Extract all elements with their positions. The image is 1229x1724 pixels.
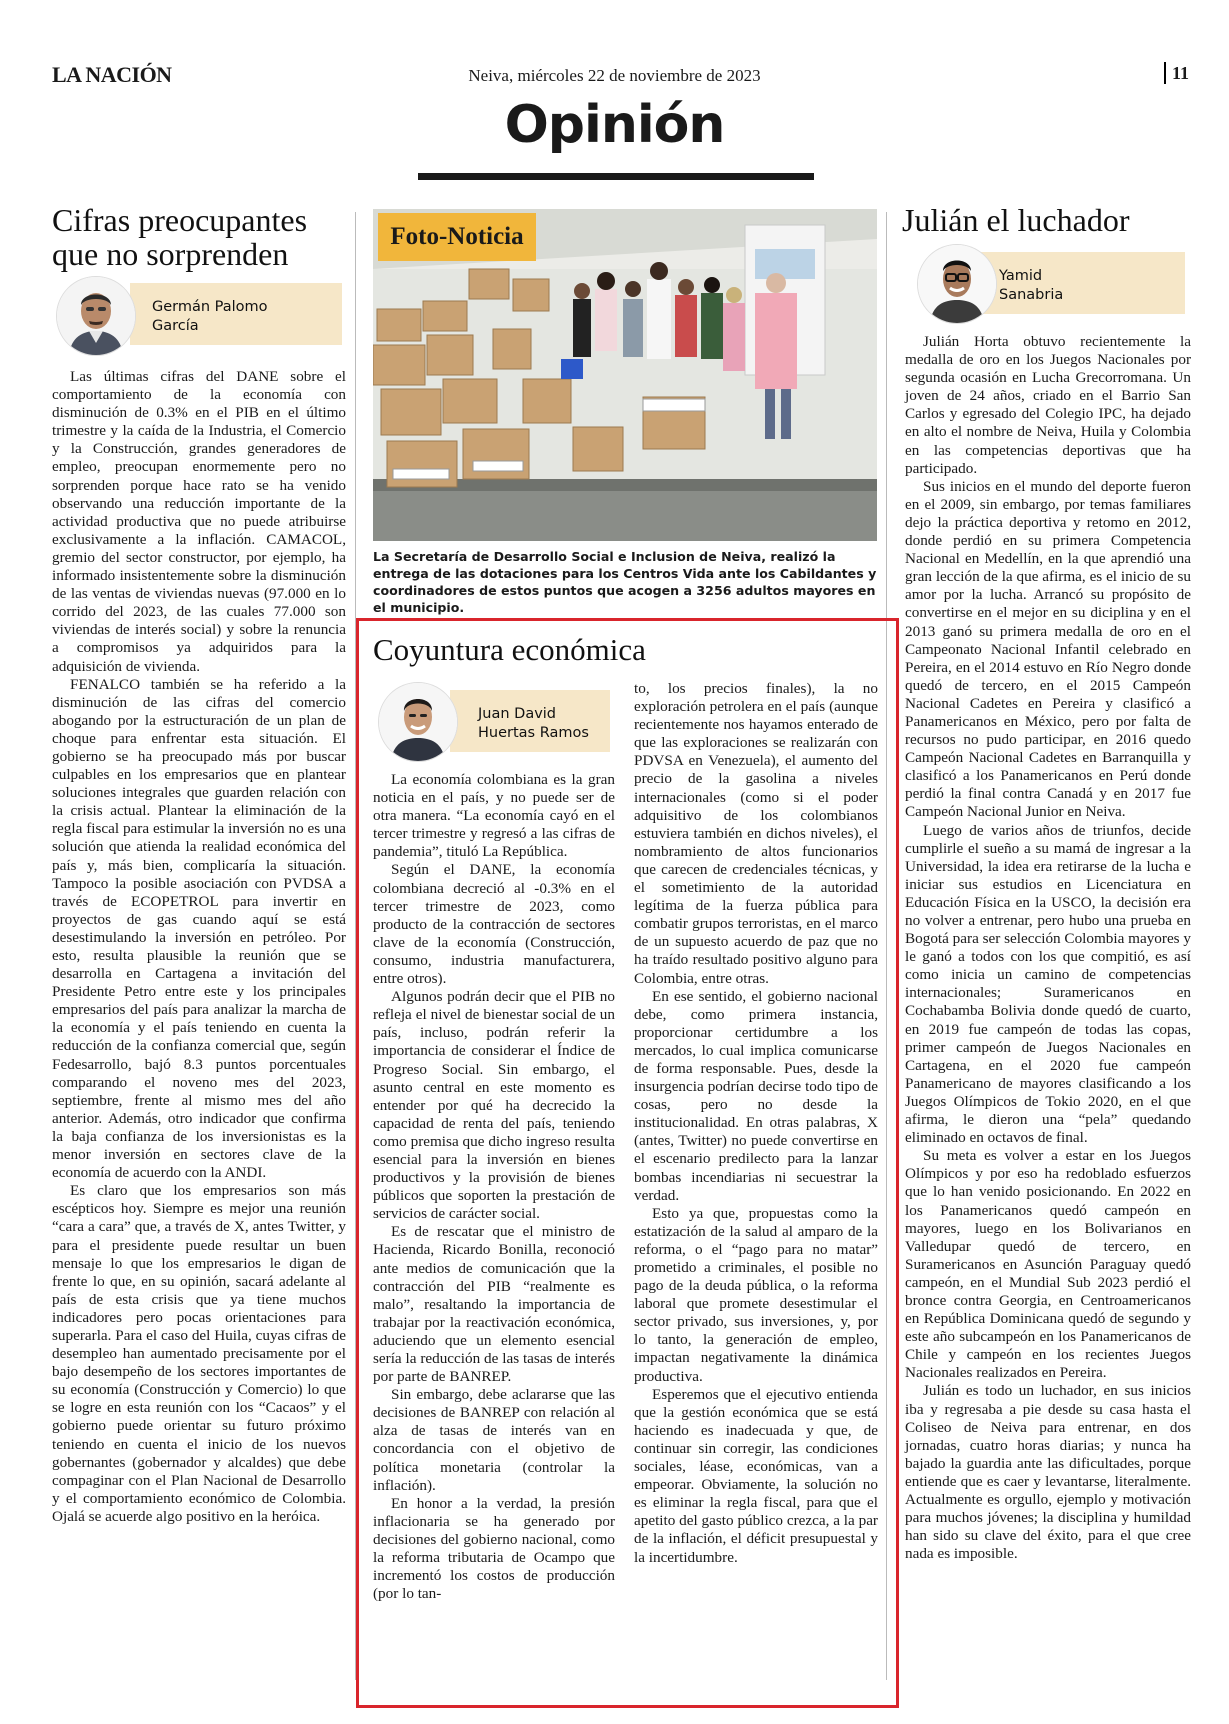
left-article-body bbox=[52, 368, 346, 1526]
center-paragraph: to, los precios finales), la no exploración petrolera en el país (aunque recientemente nos hayamos enterado de que las exploraciones se realizarán con PDVSA en Venezuela), el aumento del precio de la gasolina a niveles internacionales (como si el poder adquisitivo de los colombianos estuviera también en dichos niveles), el nombramiento de altos funcionarios que carecen de credenciales técnicas, y el sometimiento de la autoridad legítima de la fuerza pública para combatir grupos terroristas, en el marco de un supuesto acuerdo de paz que no ha traído resultado positivo alguno para Colombia, entre otras. bbox=[634, 680, 878, 987]
right-author-first: Yamid bbox=[999, 268, 1043, 284]
center-byline-box bbox=[450, 690, 610, 752]
left-paragraph: FENALCO también se ha referido a la disminución de las cifras del comercio abogando por la estructuración de un plan de choque para enfrentar esta situación. El gobierno se ha preocupado más por buscar culpables en los empresarios que en plantear soluciones integrales que guarden relación con la crisis actual. Plantear la eliminación de la regla fiscal para estimular la inversión no es una solución que atienda la realidad económica del país y, más bien, complicaría la situación. Tampoco la posible asociación con PVDSA a través de ECOPETROL para invertir en proyectos de gas cuando aquí se está desestimulando la inversión en petróleo. Por esto, resulta plausible la reunión que se desarrolla en Cartagena a invitación del Presidente Petro entre este y los principales empresarios del país para analizar la marcha de la economía y el país teniendo en cuenta la reducción de la confianza comercial que, según Fedesarrollo, bajó 8.3 puntos porcentuales comparando el noveno mes del 2023, septiembre, frente al mismo mes del año anterior. Además, otro indicador que confirma la baja confianza de los inversionistas es la menor inversión en sectores clave de la economía de acuerdo con la ANDI. bbox=[52, 675, 346, 1182]
left-headline-line-2: que no sorprenden bbox=[52, 236, 289, 272]
center-article-col-1 bbox=[373, 771, 615, 1603]
right-author-avatar bbox=[917, 244, 997, 324]
right-paragraph: Su meta es volver a estar en los Juegos Olímpicos y por eso ha redoblado esfuerzos que lo han venido posicionando. En 2022 en los Panamericanos quedó campeón en mayores, luego en los Bolivarianos en Valledupar quedó de tercero, en Suramericanos en Asunción Paraguay quedó campeón, en el Mundial Sub 2023 perdió el bronce contra Georgia, en Centroamericanos en República Dominicana quedó de segundo y este año subcampeón en los Panamericanos de Chile y campeón en los recientes Juegos Nacionales realizados en Pereira. bbox=[905, 1147, 1191, 1382]
center-paragraph: Algunos podrán decir que el PIB no refleja el nivel de bienestar social de un país, incluso, podrán referir la importancia de considerar el Índice de Progreso Social. Sin embargo, el asunto central en este momento es entender por qué ha decrecido la capacidad de renta del país, teniendo como premisa que dicho ingreso resulta esencial para la inversión en bienes productivos y la provisión de bienes públicos que soporten la prestación de servicios de carácter social. bbox=[373, 988, 615, 1223]
left-article-headline bbox=[52, 203, 352, 271]
photo-caption: La Secretaría de Desarrollo Social e Inclusion de Neiva, realizó la entrega de las dotaciones para los Centros Vida ante los Cabildantes y coordinadores de estos puntos que acogen a 3256 adultos mayores en el municipio. bbox=[373, 549, 877, 615]
center-paragraph: Sin embargo, debe aclararse que las decisiones de BANREP con relación al alza de tasas de interés van en concordancia con el objetivo de política monetaria (controlar la inflación). bbox=[373, 1386, 615, 1494]
left-author-first: Germán Palomo bbox=[152, 299, 268, 315]
center-author-last: Huertas Ramos bbox=[478, 725, 589, 741]
center-paragraph: La economía colombiana es la gran noticia en el país, y no puede ser de otra manera. “La economía cayó en el tercer trimestre y regresó a las cifras de pandemia”, tituló La República. bbox=[373, 771, 615, 861]
left-author-name bbox=[152, 298, 268, 336]
left-paragraph: Es claro que los empresarios son más escépticos hoy. Siempre es mejor una reunión “cara a cara” que, a través de X, antes Twitter, y para el presidente puede resultar un buen mensaje lo que los empresarios le digan de frente lo que, en su opinión, sacará adelante al país de esta crisis que ya tiene muchos indicadores pero pocas orientaciones para superarla. Para el caso del Huila, cuyas cifras de desempleo han aumentado precisamente por el bajo desempeño de los sectores importantes de su economía (Construcción y Comercio) lo que se logre en esta reunión con los “Cacaos” y el gobierno puede orientar su futuro próximo teniendo en cuenta el inicio de los nuevos gobernantes (gobernador y alcaldes) que debe compaginar con el Plan Nacional de Desarrollo y el comportamiento económico de Colombia. Ojalá se acuerde algo positivo en la heróica. bbox=[52, 1182, 346, 1525]
center-paragraph: En ese sentido, el gobierno nacional debe, como primera instancia, proporcionar certidumbre a los mercados, lo cual implica comunicarse de forma responsable. Pues, desde la insurgencia podrían decirse todo tipo de cosas, pero no desde la institucionalidad. En otras palabras, X (antes, Twitter) no puede convertirse en el escenario predilecto para la lanzar bombas incendiarias ni secuestrar la verdad. bbox=[634, 987, 878, 1204]
foto-noticia-tag: Foto-Noticia bbox=[378, 213, 536, 261]
left-author-avatar bbox=[56, 276, 136, 356]
right-author-last: Sanabria bbox=[999, 287, 1064, 303]
right-article-headline: Julián el luchador bbox=[902, 202, 1130, 238]
right-paragraph: Julián Horta obtuvo recientemente la medalla de oro en los Juegos Nacionales por segunda ocasión en Lucha Grecorromana. Un joven de 24 años, criado en el Barrio San Carlos y egresado del Colegio IPC, ha dejado en alto el nombre de Neiva, Huila y Colombia en las competencias deportivas que ha participado. bbox=[905, 333, 1191, 477]
center-paragraph: En honor a la verdad, la presión inflacionaria se ha generado por decisiones del gobierno nacional, como la reforma tributaria de Ocampo que incrementó los costos de producción (por lo tan- bbox=[373, 1494, 615, 1603]
center-paragraph: Es de rescatar que el ministro de Hacienda, Ricardo Bonilla, reconoció ante medios de comunicación que la contracción del PIB “realmente es malo”, resaltando la importancia de trabajar por la reactivación económica, aduciendo que un elemento esencial sería la reducción de las tasas de interés por parte de BANREP. bbox=[373, 1223, 615, 1386]
center-article-headline: Coyuntura económica bbox=[373, 632, 646, 667]
right-paragraph: Luego de varios años de triunfos, decide cumplirle el sueño a su mamá de ingresar a la Universidad, la idea era retirarse de la lucha e iniciar sus estudios en Licenciatura en Educación Física en la USCO, la decisión era no volver a entrenar, pero hubo una prueba en Bogotá para ser selección Colombia mayores y le ganó a todos con los que compitió, es así como inicia un camino de competencias internacionales; Suramericanos en Cochabamba Bolivia donde quedó de cuarto, en 2019 fue campeón de todas las copas, primer campeón de Juegos Nacionales en Cartagena, en el 2020 fue campeón Panamericano de mayores clasificando a los Juegos Olímpicos de Tokio 2020, en el que afirma, le dieron una “pela” quedando eliminado en octavos de final. bbox=[905, 821, 1191, 1147]
left-headline-line-1: Cifras preocupantes bbox=[52, 202, 308, 238]
section-rule bbox=[418, 173, 814, 180]
center-author-avatar bbox=[378, 682, 458, 762]
right-author-name bbox=[999, 267, 1063, 305]
left-author-last: García bbox=[152, 318, 199, 334]
page-number: 11 bbox=[1164, 62, 1189, 84]
left-byline-box bbox=[130, 283, 342, 345]
dateline: Neiva, miércoles 22 de noviembre de 2023 bbox=[468, 66, 761, 85]
author-portrait-icon bbox=[379, 683, 457, 761]
center-article-col-2 bbox=[634, 680, 878, 1567]
masthead-logo: LA NACIÓN bbox=[52, 62, 172, 87]
center-paragraph: Esto ya que, propuestas como la estatización de la salud al amparo de la reforma, o el “pago para no matar” prometido a criminales, el posible no pago de la deuda pública, o la reforma laboral que promete desestimular el sector privado, sus inversiones, y, por lo tanto, la generación de empleo, impactan negativamente la dinámica productiva. bbox=[634, 1204, 878, 1385]
section-title: Opinión bbox=[504, 95, 725, 155]
author-portrait-icon bbox=[918, 245, 996, 323]
center-paragraph: Según el DANE, la economía colombiana decreció al -0.3% en el tercer trimestre de 2023, como producto de la contracción de sectores clave de la economía (Construcción, consumo, industria manufacturera, entre otros). bbox=[373, 861, 615, 988]
center-author-name bbox=[478, 705, 589, 743]
right-paragraph: Sus inicios en el mundo del deporte fueron en el 2009, sin embargo, por temas familiares dejo la práctica deportiva y retomo en 2012, donde perdió en su primera Competencia Nacional en Medellín, en la que aprendió una gran lección de la que afirma, es el inicio de su amor por la lucha. Arrancó su propósito de convertirse en el mejor en su diciplina y en el 2013 ganó su primera medalla de oro en el Campeonato Nacional Infantil celebrado en Pereira, en el 2014 estuvo en Río Negro donde quedó de tercero, en el 2015 Campeón Nacional Cadetes en Pereira y clasificó a Panamericanos en México, pero por falta de recursos no pudo participar, en 2016 quedo Campeón Nacional Cadetes en Barranquilla y clasificó a los Panamericanos en Perú donde perdió la final contra Canadá y en 2017 fue Campeón Nacional Junior en Neiva. bbox=[905, 477, 1191, 821]
center-author-first: Juan David bbox=[478, 706, 557, 722]
right-paragraph: Julián es todo un luchador, en sus inicios iba y regresaba a pie desde su casa hasta el Coliseo de Neiva para entrenar, en dos jornadas, cuatro horas diarias; y nunca ha bajado la guardia ante las dificultades, porque entiende que es caer y levantarse, literalmente. Actualmente es orgullo, ejemplo y motivación para muchos jóvenes; la disciplina y humildad han sido su clave del éxito, para el que cree nada es imposible. bbox=[905, 1382, 1191, 1563]
center-paragraph: Esperemos que el ejecutivo entienda que la gestión económica que se está haciendo es inadecuada y que, de continuar sin corregir, las condiciones sociales, léase, económicas, van a empeorar. Obviamente, la solución no es eliminar la regla fiscal, para que el apetito del gasto público crezca, a la par de la inflación, el déficit presupuestal y la incertidumbre. bbox=[634, 1385, 878, 1566]
left-paragraph: Las últimas cifras del DANE sobre el comportamiento de la economía con disminución de 0.3% en el PIB en el último trimestre y la caída de la Industria, el Comercio y la Construcción, grandes generadores de empleo, preocupan enormemente pero no sorprenden porque hace rato se ha venido observando una reducción importante de la actividad productiva que no puede atribuirse exclusivamente a la inflación. CAMACOL, gremio del sector constructor, por ejemplo, ha informado insistentemente sobre la disminución de las ventas de viviendas nuevas (97.000 en lo corrido del 2023, de las cuales 77.000 son viviendas de interés social) y sobre la renuncia a compromisos ya adquiridos para la adquisición de vivienda. bbox=[52, 368, 346, 675]
right-byline-box bbox=[975, 252, 1185, 314]
right-article-body bbox=[905, 333, 1191, 1563]
author-portrait-icon bbox=[57, 277, 135, 355]
